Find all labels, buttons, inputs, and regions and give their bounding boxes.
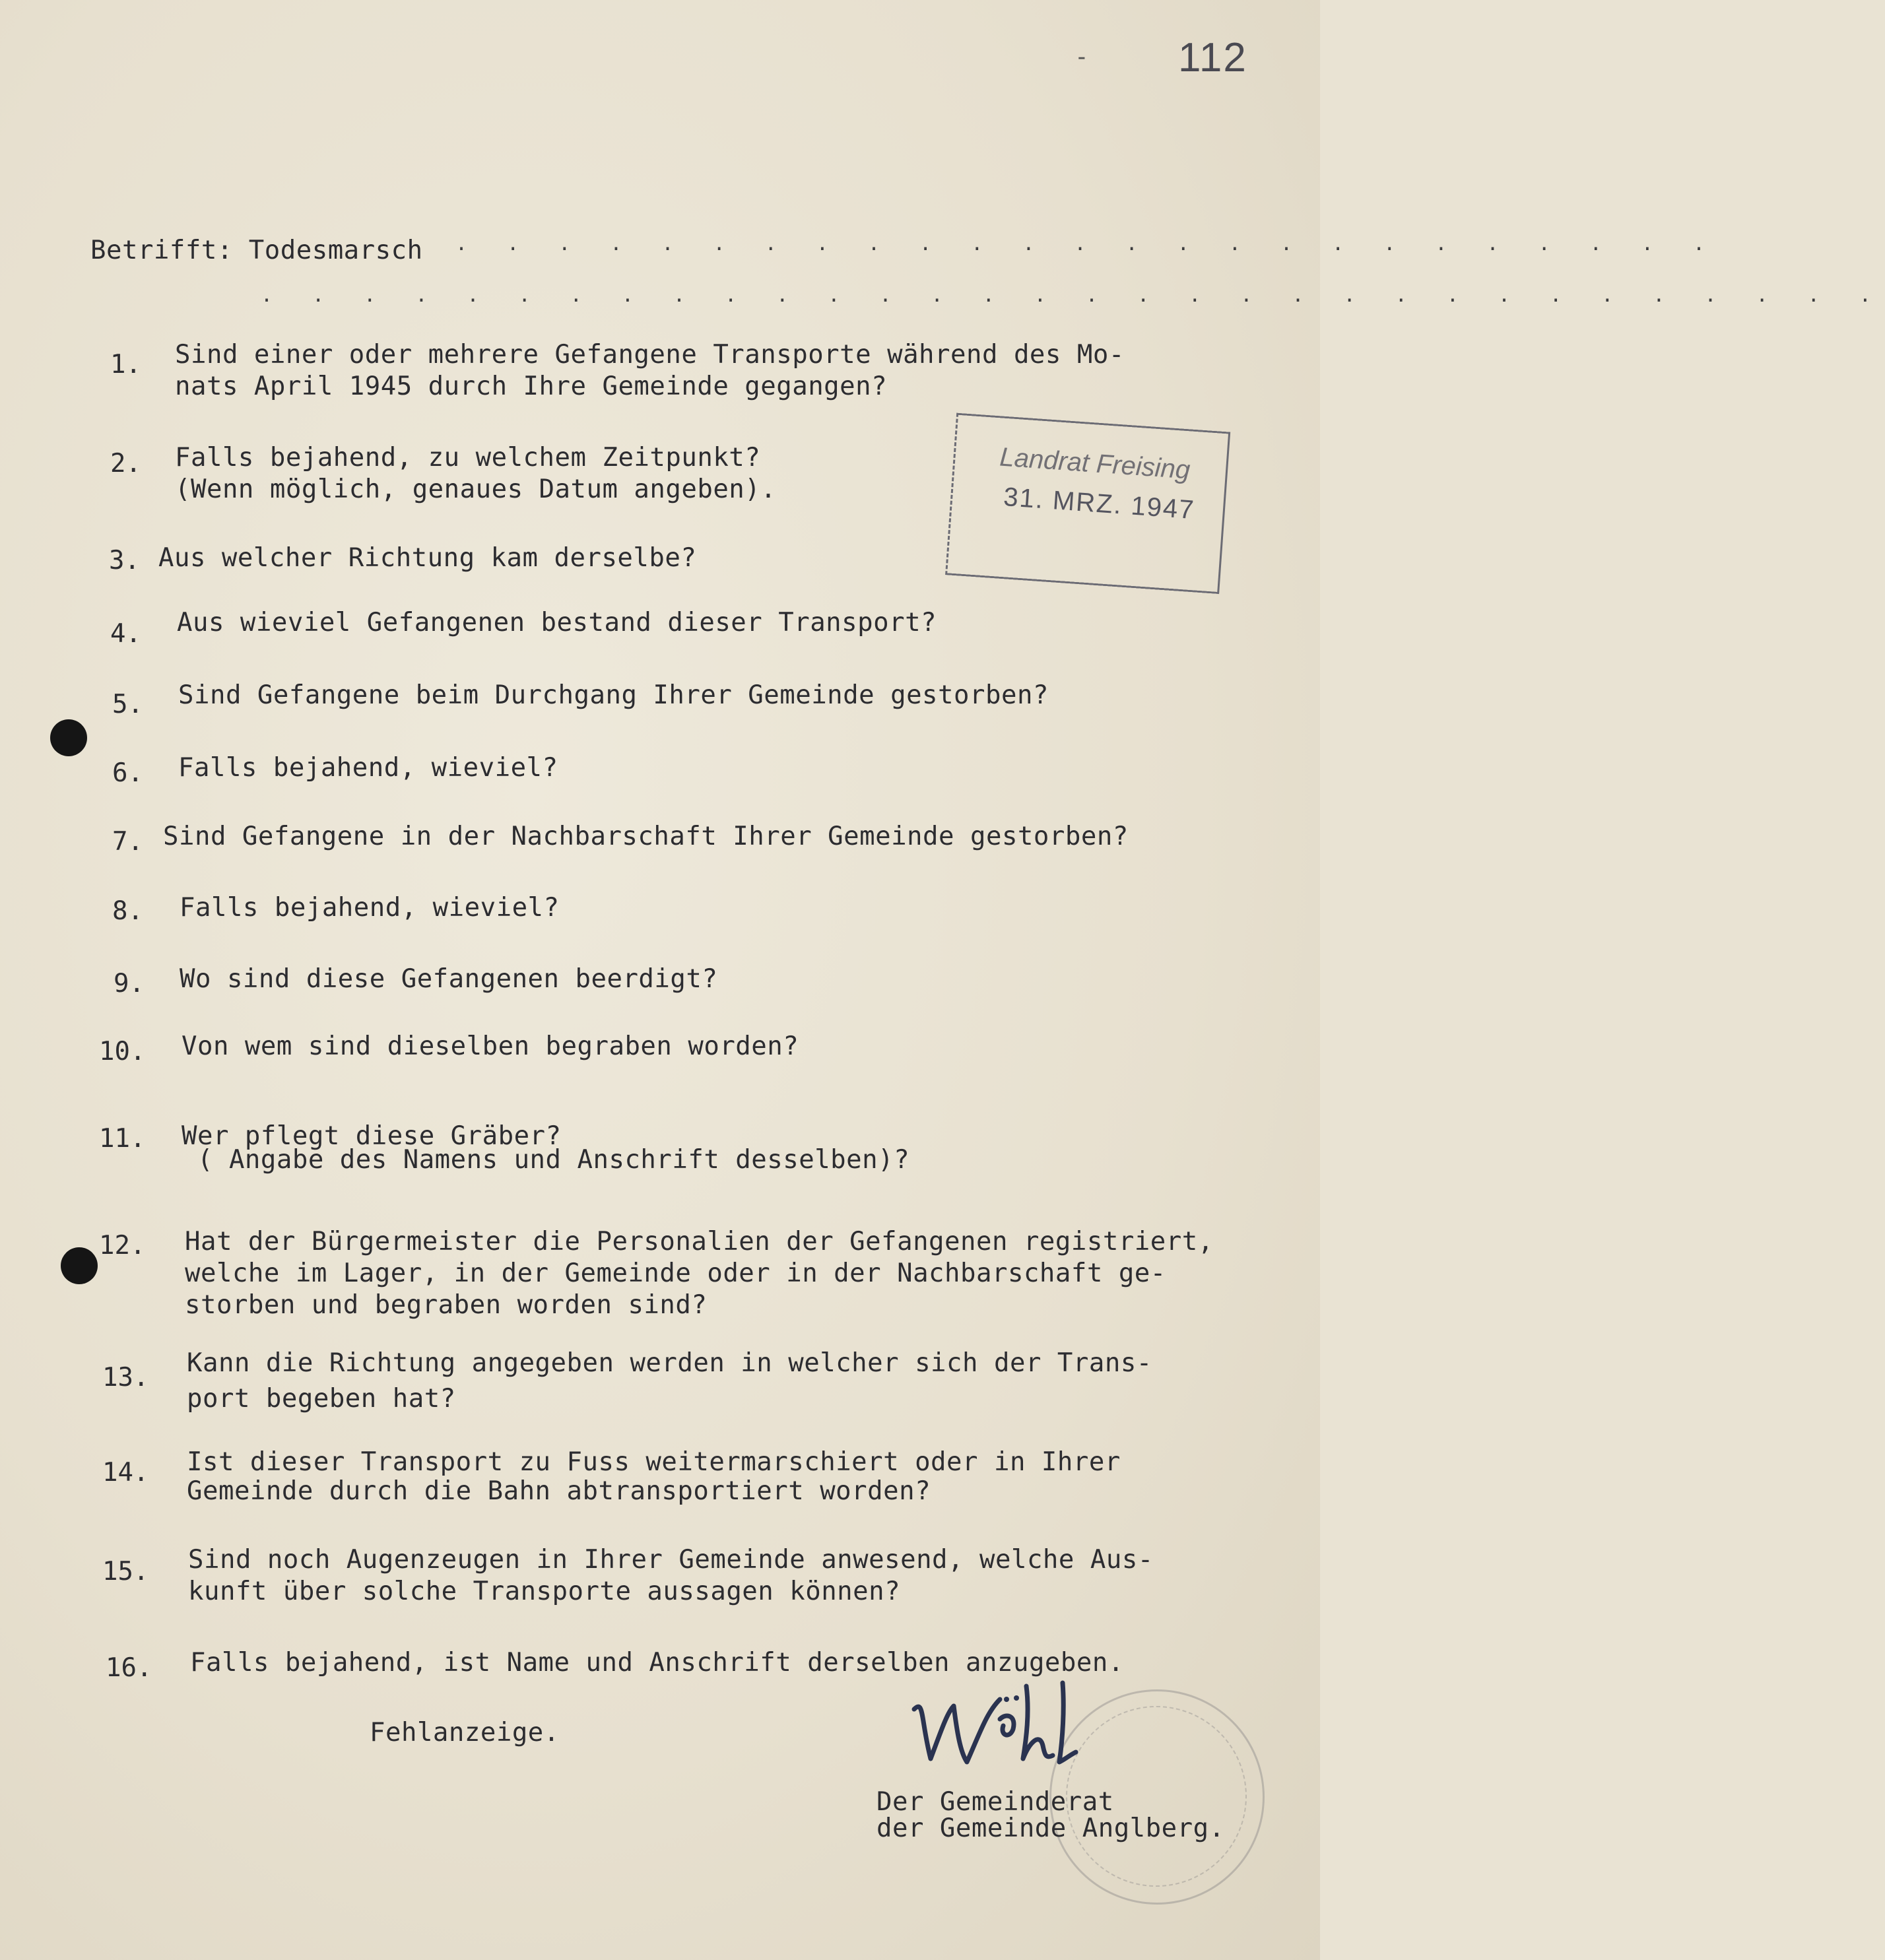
question-number: 4.: [110, 619, 141, 649]
question-text: storben und begraben worden sind?: [185, 1290, 708, 1320]
question-text: Gemeinde durch die Bahn abtransportiert worden?: [187, 1476, 931, 1506]
signature-line-2: der Gemeinde Anglberg.: [876, 1813, 1225, 1843]
question-number: 8.: [112, 896, 143, 926]
page-number: 112: [1178, 35, 1247, 81]
question-text: Ist dieser Transport zu Fuss weitermarschiert oder in Ihrer: [187, 1447, 1121, 1477]
question-number: 15.: [102, 1557, 149, 1586]
question-text: Sind Gefangene in der Nachbarschaft Ihrer Gemeinde gestorben?: [163, 822, 1129, 851]
stamp-office: Landrat Freising: [999, 442, 1191, 485]
question-number: 2.: [110, 449, 141, 478]
subject-dots-2: . . . . . . . . . . . . . . . . . . . . . . . . . . . . . . . .: [261, 284, 1885, 307]
question-text: Sind Gefangene beim Durchgang Ihrer Gemeinde gestorben?: [178, 680, 1049, 710]
question-text: Hat der Bürgermeister die Personalien der Gefangenen registriert,: [185, 1227, 1214, 1257]
question-text: Von wem sind dieselben begraben worden?: [182, 1031, 799, 1061]
question-text: Wer pflegt diese Gräber?: [182, 1121, 562, 1151]
question-text: Kann die Richtung angegeben werden in welcher sich der Trans-: [187, 1348, 1152, 1378]
handwritten-signature: [901, 1673, 1112, 1785]
stamp-date: 31. MRZ. 1947: [1002, 482, 1196, 525]
answer-text: Fehlanzeige.: [370, 1718, 560, 1748]
question-text: (Wenn möglich, genaues Datum angeben).: [175, 474, 777, 504]
question-text: Falls bejahend, wieviel?: [178, 753, 558, 783]
punch-hole: [50, 719, 87, 756]
question-number: 7.: [112, 827, 143, 857]
question-text: Aus welcher Richtung kam derselbe?: [158, 543, 697, 573]
question-text: Sind noch Augenzeugen in Ihrer Gemeinde anwesend, welche Aus-: [188, 1545, 1154, 1575]
page-dash: -: [1075, 44, 1089, 71]
question-text: ( Angabe des Namens und Anschrift desselben)?: [182, 1145, 910, 1175]
subject-dots-1: . . . . . . . . . . . . . . . . . . . . . . . . .: [455, 232, 1719, 255]
question-number: 12.: [99, 1231, 146, 1260]
question-text: kunft über solche Transporte aussagen können?: [188, 1577, 901, 1606]
punch-hole: [61, 1247, 98, 1284]
question-number: 3.: [109, 546, 140, 575]
question-text: Sind einer oder mehrere Gefangene Transporte während des Mo-: [175, 340, 1125, 370]
question-number: 11.: [99, 1124, 146, 1154]
question-number: 10.: [99, 1037, 146, 1066]
question-text: welche im Lager, in der Gemeinde oder in der Nachbarschaft ge-: [185, 1258, 1166, 1288]
question-text: nats April 1945 durch Ihre Gemeinde gegangen?: [175, 372, 888, 401]
question-text: Falls bejahend, zu welchem Zeitpunkt?: [175, 443, 761, 473]
subject-line: Betrifft: Todesmarsch: [90, 236, 423, 265]
question-number: 9.: [114, 969, 145, 998]
question-number: 13.: [102, 1363, 149, 1392]
question-number: 16.: [106, 1653, 152, 1683]
question-text: Wo sind diese Gefangenen beerdigt?: [180, 964, 718, 994]
question-text: Falls bejahend, wieviel?: [180, 893, 560, 923]
question-text: Aus wieviel Gefangenen bestand dieser Transport?: [177, 608, 937, 637]
question-number: 6.: [112, 758, 143, 788]
signature-line-1: Der Gemeinderat: [876, 1787, 1114, 1817]
question-text: port begeben hat?: [187, 1384, 456, 1414]
question-number: 5.: [112, 690, 143, 719]
receipt-stamp: [945, 413, 1233, 597]
question-number: 1.: [110, 350, 141, 379]
question-number: 14.: [102, 1458, 149, 1487]
question-text: Falls bejahend, ist Name und Anschrift derselben anzugeben.: [190, 1648, 1124, 1678]
